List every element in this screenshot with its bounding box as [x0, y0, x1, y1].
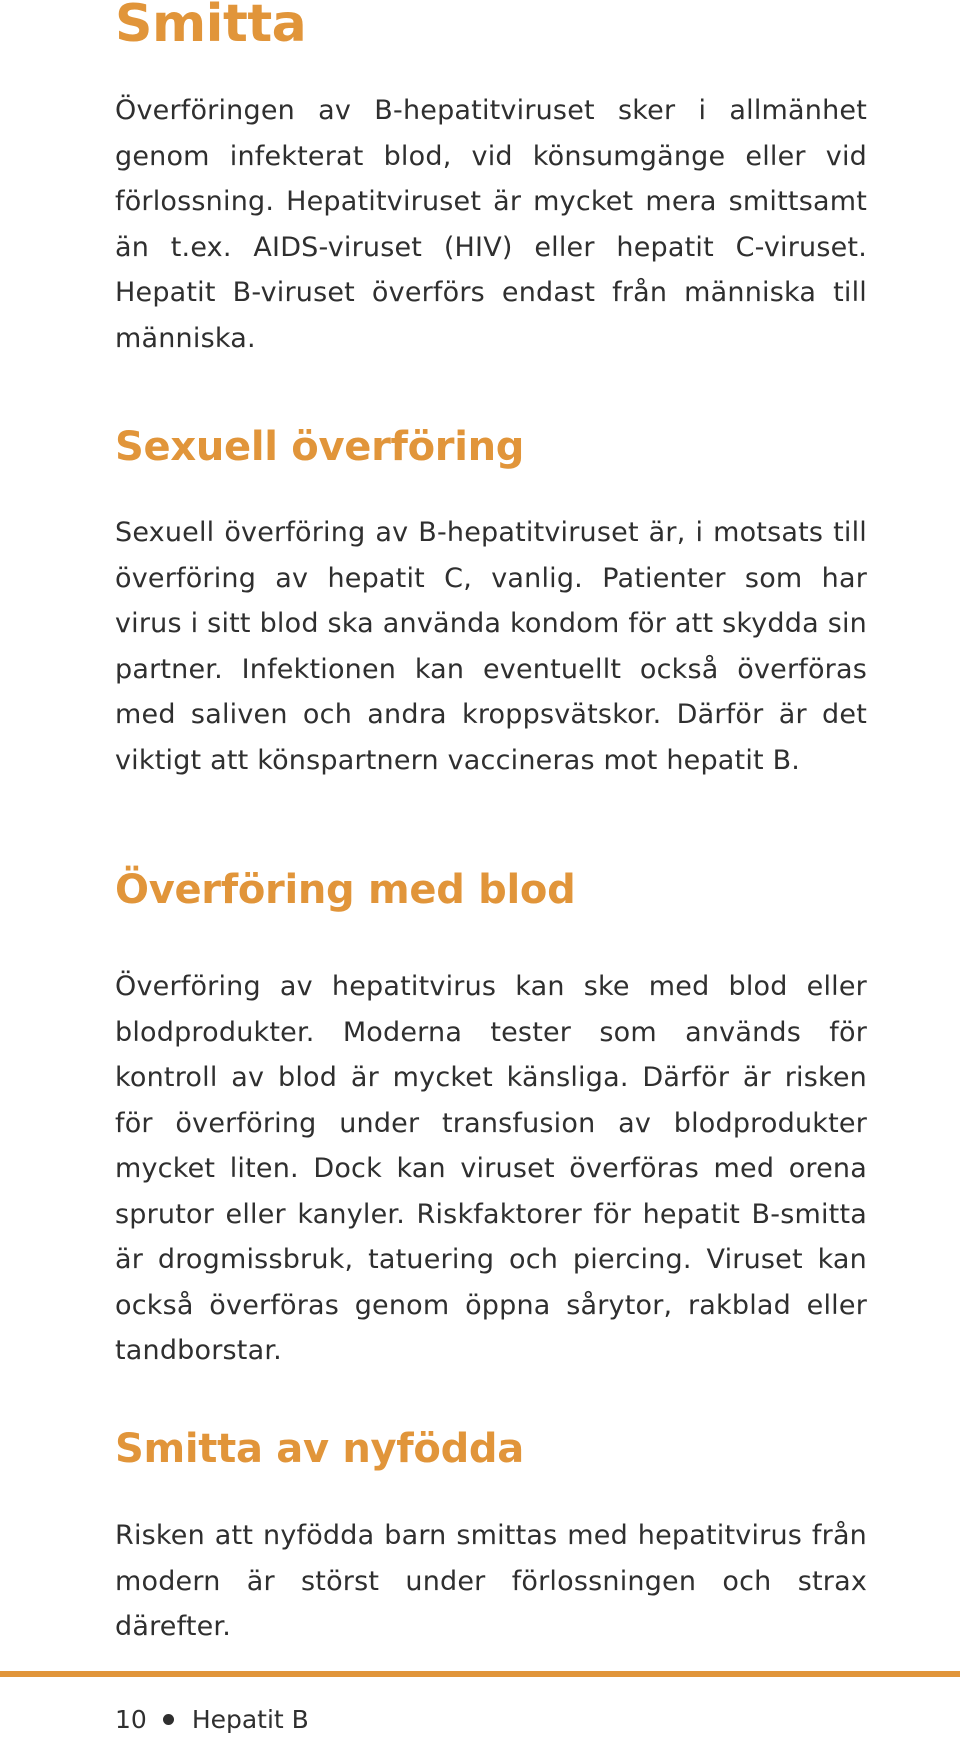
page-number: 10 — [115, 1705, 147, 1734]
section-title-overforing-med-blod: Överföring med blod — [115, 867, 576, 913]
section-body-smitta: Överföringen av B-hepatitviruset sker i allmänhet genom infekterat blod, vid könsumgänge eller vid förlossning. Hepatitviruset är mycket mera smittsamt än t.ex. AIDS-viruset (HIV) eller hepatit C-viruset. Hepatit B-viruset överförs endast från människa till människa. — [115, 95, 867, 354]
bullet-separator-icon — [163, 1714, 174, 1725]
section-title-sexuell-overforing: Sexuell överföring — [115, 424, 525, 470]
page-footer — [115, 1705, 309, 1734]
section-body-overforing-med-blod: Överföring av hepatitvirus kan ske med blod eller blodprodukter. Moderna tester som används för kontroll av blod är mycket känsliga. Därför är risken för överföring under transfusion av blodprodukter mycket liten. Dock kan viruset överföras med orena sprutor eller kanyler. Riskfaktorer för hepatit B-smitta är drogmissbruk, tatuering och piercing. Viruset kan också överföras genom öppna sårytor, rakblad eller tandborstar. — [115, 971, 867, 1366]
section-body-sexuell-overforing: Sexuell överföring av B-hepatitviruset är, i motsats till överföring av hepatit C, vanlig. Patienter som har virus i sitt blod ska använda kondom för att skydda sin partner. Infektionen kan eventuellt också överföras med saliven och andra kroppsvätskor. Därför är det viktigt att könspartnern vaccineras mot hepatit B. — [115, 517, 867, 776]
publication-title: Hepatit B — [191, 1705, 309, 1734]
section-title-smitta: Smitta — [115, 0, 307, 54]
section-title-smitta-av-nyfodda: Smitta av nyfödda — [115, 1426, 524, 1472]
section-body-smitta-av-nyfodda: Risken att nyfödda barn smittas med hepatitvirus från modern är störst under förlossningen och strax därefter. — [115, 1520, 867, 1642]
footer-rule — [0, 1671, 960, 1677]
